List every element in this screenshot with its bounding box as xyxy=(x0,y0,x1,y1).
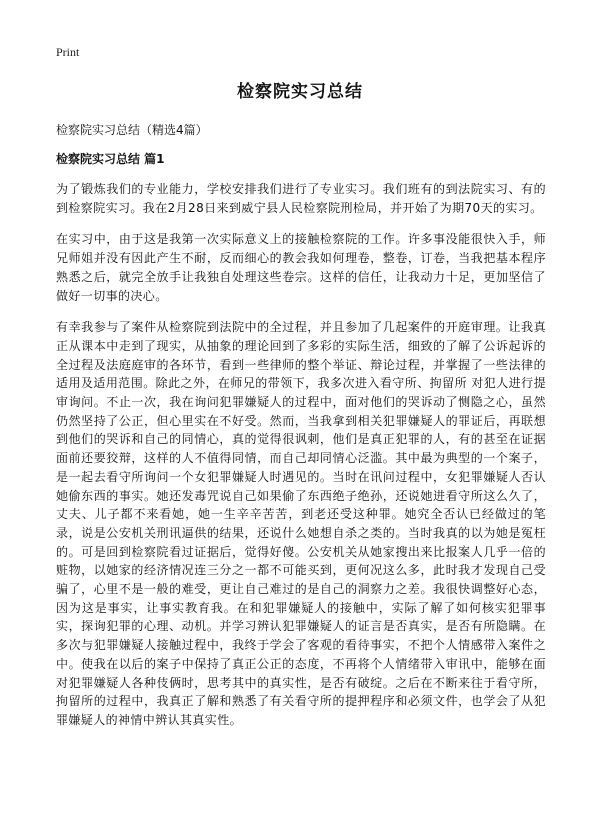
paragraph: 为了锻炼我们的专业能力，学校安排我们进行了专业实习。我们班有的到法院实习、有的到检察院实习。我在2月28日来到威宁县人民检察院刑检局，并开始了为期70天的实习。 xyxy=(56,182,546,215)
paragraph: 有幸我参与了案件从检察院到法院中的全过程，并且参加了几起案件的开庭审理。让我真正从课本中走到了现实，从抽象的理论回到了多彩的实际生活，细致的了解了公诉起诉的全过程及法庭庭审的各环节，看到一些律师的整个举证、辩论过程，并掌握了一些法律的适用及适用范围。除此之外，在师兄的带领下，我多次进入看守所、拘留所 对犯人进行提审询问。不止一次，我在询问犯罪嫌疑人的过程中，面对他们的哭诉动了恻隐之心，虽然仍然坚持了公正，但心里实在不好受。然而，当我拿到相关犯罪嫌疑人的罪证后，再联想到他们的哭诉和自己的同情心，真的觉得很讽刺，他们是真正犯罪的人，有的甚至在证据面前还要狡辩，这样的人不值得同情，而自己却同情心泛滥。其中最为典型的一个案子，是一起去看守所询问一个女犯罪嫌疑人时遇见的。当时在讯问过程中，女犯罪嫌疑人否认她偷东西的事实。她还发毒咒说自己如果偷了东西绝子绝孙，还说她进看守所这么久了，丈夫、儿子都不来看她，她一生辛辛苦苦，到老还受这种罪。她究全否认已经做过的笔录，说是公安机关刑讯逼供的结果，还说什么她想自杀之类的。当时我真的以为她是冤枉的。可是回到检察院看过证据后，觉得好傻。公安机关从她家搜出来比报案人几乎一倍的赃物，以她家的经济情况连三分之一都不可能买到，更何况这么多，此时我才发现自己受骗了，心里不是一般的难受，更让自己难过的是自己的洞察力之差。我很快调整好心态，因为这是事实，让事实教育我。在和犯罪嫌疑人的接触中，实际了解了如何核实犯罪事实，探询犯罪的心理、动机。并学习辨认犯罪嫌疑人的证言是否真实，是否有所隐瞒。在多次与犯罪嫌疑人接触过程中，我终于学会了客观的看待事实，不把个人情感带入案件之中。使我在以后的案子中保持了真正公正的态度，不再将个人情绪带入审讯中，能够在面对犯罪嫌疑人各种伎俩时，思考其中的真实性，是否有破绽。之后在不断来往于看守所，拘留所的过程中，我真正了解和熟悉了有关看守所的提押程序和必须文件，也学会了从犯罪嫌疑人的神情中辨认其真实性。 xyxy=(56,320,546,727)
document-subtitle: 检察院实习总结（精选4篇） xyxy=(56,123,208,137)
print-link[interactable]: Print xyxy=(56,45,80,59)
article-body xyxy=(56,180,546,743)
paragraph: 在实习中，由于这是我第一次实际意义上的接触检察院的工作。许多事没能很快入手，师兄师姐并没有因此产生不耐，反而细心的教会我如何理卷，整卷，订卷，当我把基本程序熟悉之后，就完全放手让我独自处理这些卷宗。这样的信任，让我动力十足，更加坚信了做好一切事的决心。 xyxy=(56,232,546,303)
section-heading: 检察院实习总结 篇1 xyxy=(56,152,165,166)
document-title: 检察院实习总结 xyxy=(237,82,363,102)
